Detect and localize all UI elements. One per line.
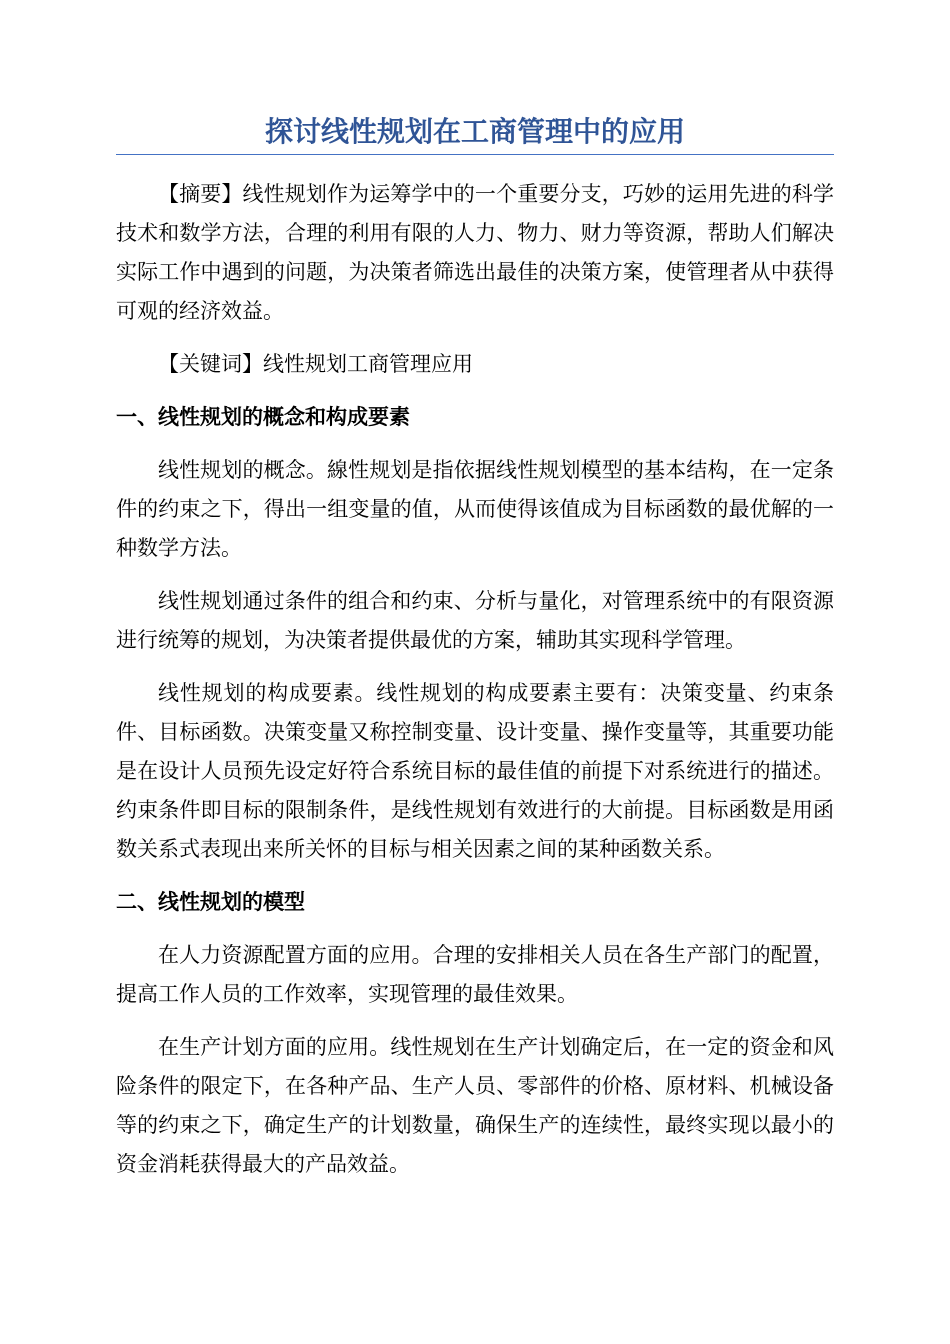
section-1-paragraph-3: 线性规划的构成要素。线性规划的构成要素主要有：决策变量、约束条件、目标函数。决策变量又称控制变量、设计变量、操作变量等，其重要功能是在设计人员预先设定好符合系统目标的最佳值的前提下对系统进行的描述。约束条件即目标的限制条件，是线性规划有效进行的大前提。目标函数是用函数关系式表现出来所关怀的目标与相关因素之间的某种函数关系。 <box>116 681 834 861</box>
section-2-paragraph-2: 在生产计划方面的应用。线性规划在生产计划确定后，在一定的资金和风险条件的限定下，在各种产品、生产人员、零部件的价格、原材料、机械设备等的约束之下，确定生产的计划数量，确保生产的连续性，最终实现以最小的资金消耗获得最大的产品效益。 <box>116 1035 834 1176</box>
section-1-paragraph-1: 线性规划的概念。線性规划是指依据线性规划模型的基本结构，在一定条件的约束之下，得出一组变量的值，从而使得该值成为目标函数的最优解的一种数学方法。 <box>116 458 834 560</box>
abstract-paragraph: 【摘要】线性规划作为运筹学中的一个重要分支，巧妙的运用先进的科学技术和数学方法，合理的利用有限的人力、物力、财力等资源，帮助人们解决实际工作中遇到的问题，为决策者筛选出最佳的决策方案，使管理者从中获得可观的经济效益。 <box>116 182 834 323</box>
document-page <box>116 112 834 1198</box>
section-2-paragraph-1: 在人力资源配置方面的应用。合理的安排相关人员在各生产部门的配置，提高工作人员的工作效率，实现管理的最佳效果。 <box>116 943 834 1006</box>
document-title: 探讨线性规划在工商管理中的应用 <box>264 115 685 148</box>
section-heading-1: 一、线性规划的概念和构成要素 <box>116 405 410 429</box>
section-heading-2: 二、线性规划的模型 <box>116 890 305 914</box>
title-underline <box>116 154 834 155</box>
section-1-paragraph-2: 线性规划通过条件的组合和约束、分析与量化，对管理系统中的有限资源进行统筹的规划，为决策者提供最优的方案，辅助其实现科学管理。 <box>116 589 834 652</box>
keywords-paragraph: 【关键词】线性规划工商管理应用 <box>158 352 473 376</box>
